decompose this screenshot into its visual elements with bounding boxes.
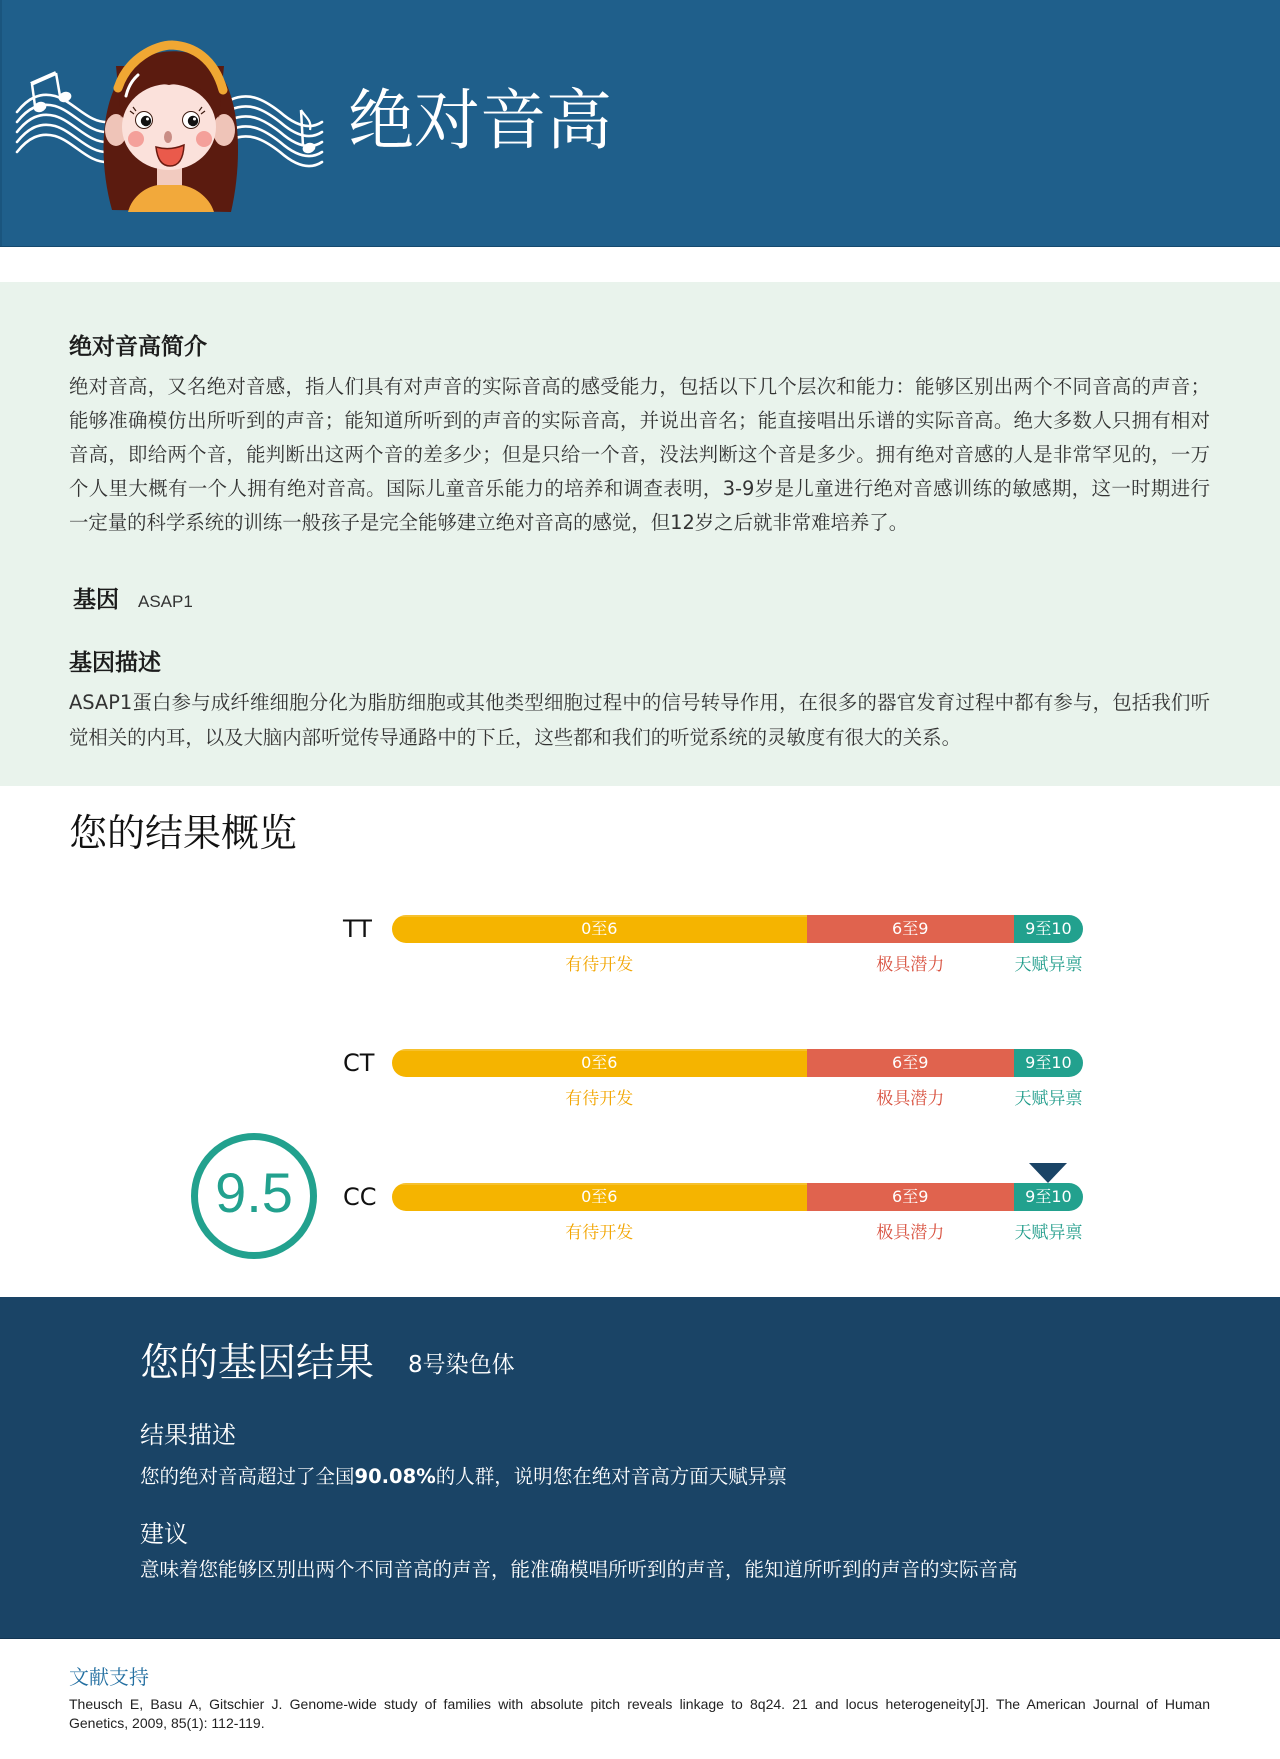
- gene-description-paragraph: [69, 685, 1210, 755]
- segment-high: 9至10: [1014, 1049, 1083, 1077]
- result-marker-triangle-icon: [1029, 1163, 1067, 1183]
- eighth-notes-icon: [31, 73, 72, 113]
- gene-description-heading: 基因描述: [69, 650, 161, 676]
- music-note-icon: [301, 110, 316, 154]
- segment-low: 0至6: [392, 915, 807, 943]
- segment-high: 9至10: [1014, 915, 1083, 943]
- category-high: 天赋异禀: [1014, 955, 1083, 975]
- category-low: 有待开发: [565, 1089, 634, 1109]
- genotype-label-ct: CT: [343, 1049, 375, 1077]
- intro-line: 音高，即给两个音，能判断出这两个音的差多少；但是只给一个音，没法判断这个音是多少。拥有绝对音感的人是非常罕见的，一万: [69, 443, 1210, 466]
- girl-singing-illustration-icon: [0, 0, 340, 246]
- page-title: 绝对音高: [348, 82, 612, 159]
- segment-mid: 6至9: [807, 1183, 1014, 1211]
- result-description-prefix: 您的绝对音高超过了全国: [140, 1465, 355, 1488]
- gene-description-line: ASAP1蛋白参与成纤维细胞分化为脂肪细胞或其他类型细胞过程中的信号转导作用，在很多的器官发育过程中都有参与，包括我们听: [69, 691, 1210, 714]
- chromosome-label: 8号染色体: [408, 1352, 515, 1378]
- percentile-highlight: 90.08%: [354, 1465, 436, 1488]
- category-low: 有待开发: [565, 1223, 634, 1243]
- advice-text: 意味着您能够区别出两个不同音高的声音，能准确模唱所听到的声音，能知道所听到的声音的实际音高: [140, 1558, 1018, 1581]
- score-circle: [191, 1133, 317, 1259]
- score-value: 9.5: [215, 1161, 293, 1224]
- result-description-heading: 结果描述: [140, 1421, 236, 1449]
- reference-citation: [69, 1695, 1210, 1733]
- category-labels-ct: [392, 1086, 1083, 1112]
- girl-avatar-icon: [104, 45, 238, 212]
- score-scale-bar-ct: [392, 1049, 1083, 1077]
- segment-mid: 6至9: [807, 915, 1014, 943]
- score-scale-bar-cc: [392, 1183, 1083, 1211]
- intro-heading: 绝对音高简介: [69, 334, 207, 360]
- segment-low: 0至6: [392, 1183, 807, 1211]
- result-description-text: [140, 1463, 787, 1491]
- results-overview-title: 您的结果概览: [69, 811, 298, 855]
- intro-line: 绝对音高，又名绝对音感，指人们具有对声音的实际音高的感受能力，包括以下几个层次和能力：能够区别出两个不同音高的声音；: [69, 375, 1210, 398]
- gene-value: ASAP1: [138, 592, 193, 611]
- category-low: 有待开发: [565, 955, 634, 975]
- result-description-suffix: 的人群，说明您在绝对音高方面天赋异禀: [435, 1465, 787, 1488]
- intro-line: 能够准确模仿出所听到的声音；能知道所听到的声音的实际音高，并说出音名；能直接唱出乐谱的实际音高。绝大多数人只拥有相对: [69, 409, 1210, 432]
- advice-heading: 建议: [140, 1520, 188, 1548]
- intro-line: 一定量的科学系统的训练一般孩子是完全能够建立绝对音高的感觉，但12岁之后就非常难培养了。: [69, 511, 909, 534]
- music-staff-right-icon: [230, 96, 322, 166]
- segment-high: 9至10: [1014, 1183, 1083, 1211]
- reference-line: Genetics, 2009, 85(1): 112-119.: [69, 1715, 265, 1731]
- segment-low: 0至6: [392, 1049, 807, 1077]
- intro-line: 个人里大概有一个人拥有绝对音高。国际儿童音乐能力的培养和调查表明，3-9岁是儿童进行绝对音感训练的敏感期，这一时期进行: [69, 477, 1210, 500]
- segment-mid: 6至9: [807, 1049, 1014, 1077]
- music-staff-left-icon: [17, 95, 110, 162]
- category-labels-tt: [392, 952, 1083, 978]
- genotype-label-cc: CC: [343, 1183, 377, 1211]
- category-high: 天赋异禀: [1014, 1089, 1083, 1109]
- gene-row: [73, 585, 193, 615]
- references-heading: 文献支持: [69, 1665, 149, 1689]
- gene-label: 基因: [73, 587, 119, 613]
- reference-line: Theusch E, Basu A, Gitschier J. Genome-wide study of families with absolute pitch reveals linkage to 8q24. 21 and locus heterogeneity[J]. The American Journal of Human: [69, 1696, 1210, 1712]
- category-labels-cc: [392, 1220, 1083, 1246]
- genotype-label-tt: TT: [343, 915, 372, 943]
- category-mid: 极具潜力: [876, 955, 945, 975]
- gene-description-line: 觉相关的内耳，以及大脑内部听觉传导通路中的下丘，这些都和我们的听觉系统的灵敏度有很大的关系。: [69, 726, 961, 749]
- category-mid: 极具潜力: [876, 1089, 945, 1109]
- category-high: 天赋异禀: [1014, 1223, 1083, 1243]
- score-scale-bar-tt: [392, 915, 1083, 943]
- category-mid: 极具潜力: [876, 1223, 945, 1243]
- gene-result-title: 您的基因结果: [140, 1341, 375, 1386]
- intro-paragraph: [69, 370, 1210, 540]
